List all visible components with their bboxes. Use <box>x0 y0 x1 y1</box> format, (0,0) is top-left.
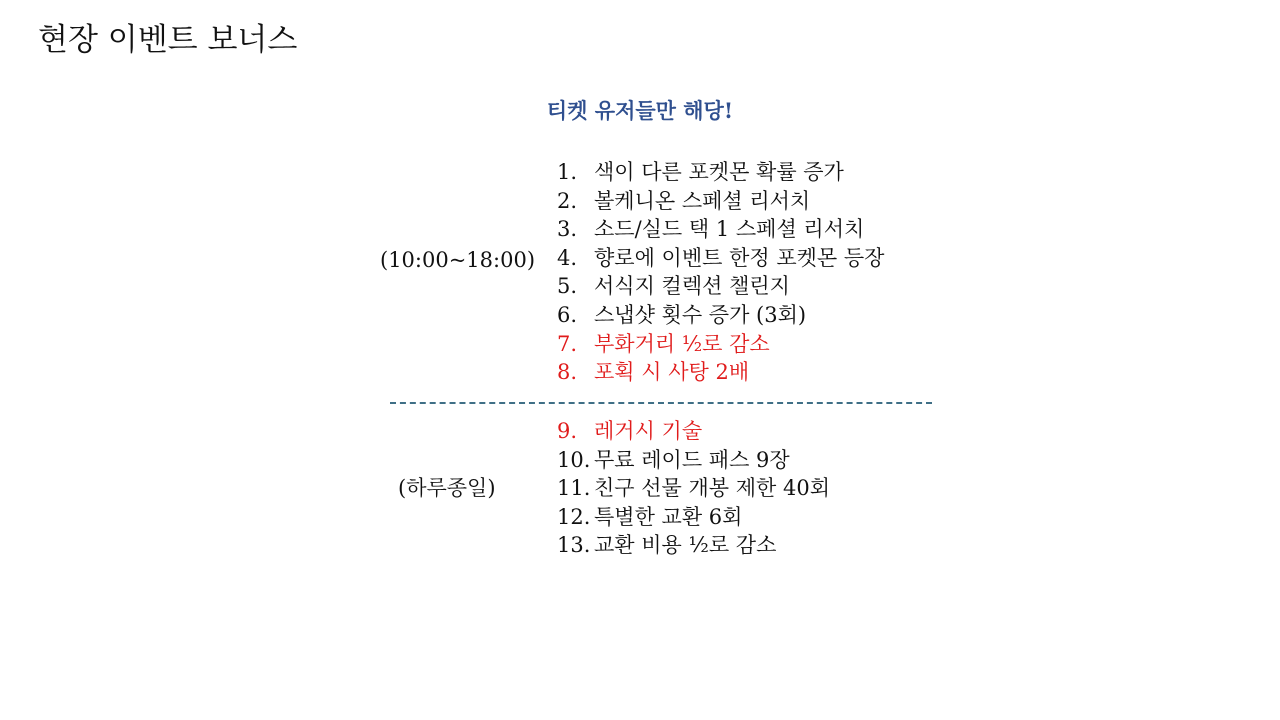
item-number: 7. <box>557 331 578 356</box>
slide-title: 현장 이벤트 보너스 <box>38 22 298 58</box>
item-number: 10. <box>557 447 591 472</box>
item-text: 향로에 이벤트 한정 포켓몬 등장 <box>594 245 885 270</box>
item-number: 1. <box>557 160 578 184</box>
item-text: 소드/실드 택 1 스페셜 리서치 <box>594 217 865 242</box>
list-item <box>557 187 884 216</box>
item-text: 교환 비용 ½로 감소 <box>594 533 777 558</box>
item-text: 포획 시 사탕 2배 <box>594 360 750 385</box>
subtitle: 티켓 유저들만 해당! <box>546 98 734 123</box>
list-item <box>557 244 884 273</box>
bonus-list-daytime <box>557 158 884 387</box>
item-text: 볼케니온 스페셜 리서치 <box>594 188 811 213</box>
item-text: 스냅샷 횟수 증가 (3회) <box>594 302 807 327</box>
item-text: 친구 선물 개봉 제한 40회 <box>594 476 830 501</box>
item-number: 5. <box>557 274 578 299</box>
item-text: 색이 다른 포켓몬 확률 증가 <box>594 160 844 184</box>
list-item <box>557 215 884 244</box>
item-number: 8. <box>557 360 578 385</box>
item-text: 무료 레이드 패스 9장 <box>594 447 790 472</box>
item-number: 6. <box>557 302 578 327</box>
bonus-list-all-day <box>557 417 830 560</box>
list-item <box>557 417 830 446</box>
item-number: 13. <box>557 533 591 558</box>
list-item <box>557 446 830 475</box>
item-text: 특별한 교환 6회 <box>594 504 743 529</box>
item-text: 부화거리 ½로 감소 <box>594 331 770 356</box>
item-number: 11. <box>557 476 591 501</box>
time-label-all-day: (하루종일) <box>398 476 496 500</box>
list-item <box>557 503 830 532</box>
list-item <box>557 330 884 359</box>
item-text: 서식지 컬렉션 챌린지 <box>594 274 790 299</box>
time-label-daytime: (10:00~18:00) <box>380 248 536 272</box>
item-number: 3. <box>557 217 578 242</box>
section-divider <box>390 402 932 404</box>
list-item <box>557 531 830 560</box>
list-item <box>557 301 884 330</box>
list-item <box>557 158 884 187</box>
item-number: 9. <box>557 419 578 443</box>
list-item <box>557 474 830 503</box>
list-item <box>557 358 884 387</box>
item-number: 12. <box>557 504 591 529</box>
item-text: 레거시 기술 <box>594 419 703 443</box>
list-item <box>557 272 884 301</box>
item-number: 2. <box>557 188 578 213</box>
item-number: 4. <box>557 245 578 270</box>
